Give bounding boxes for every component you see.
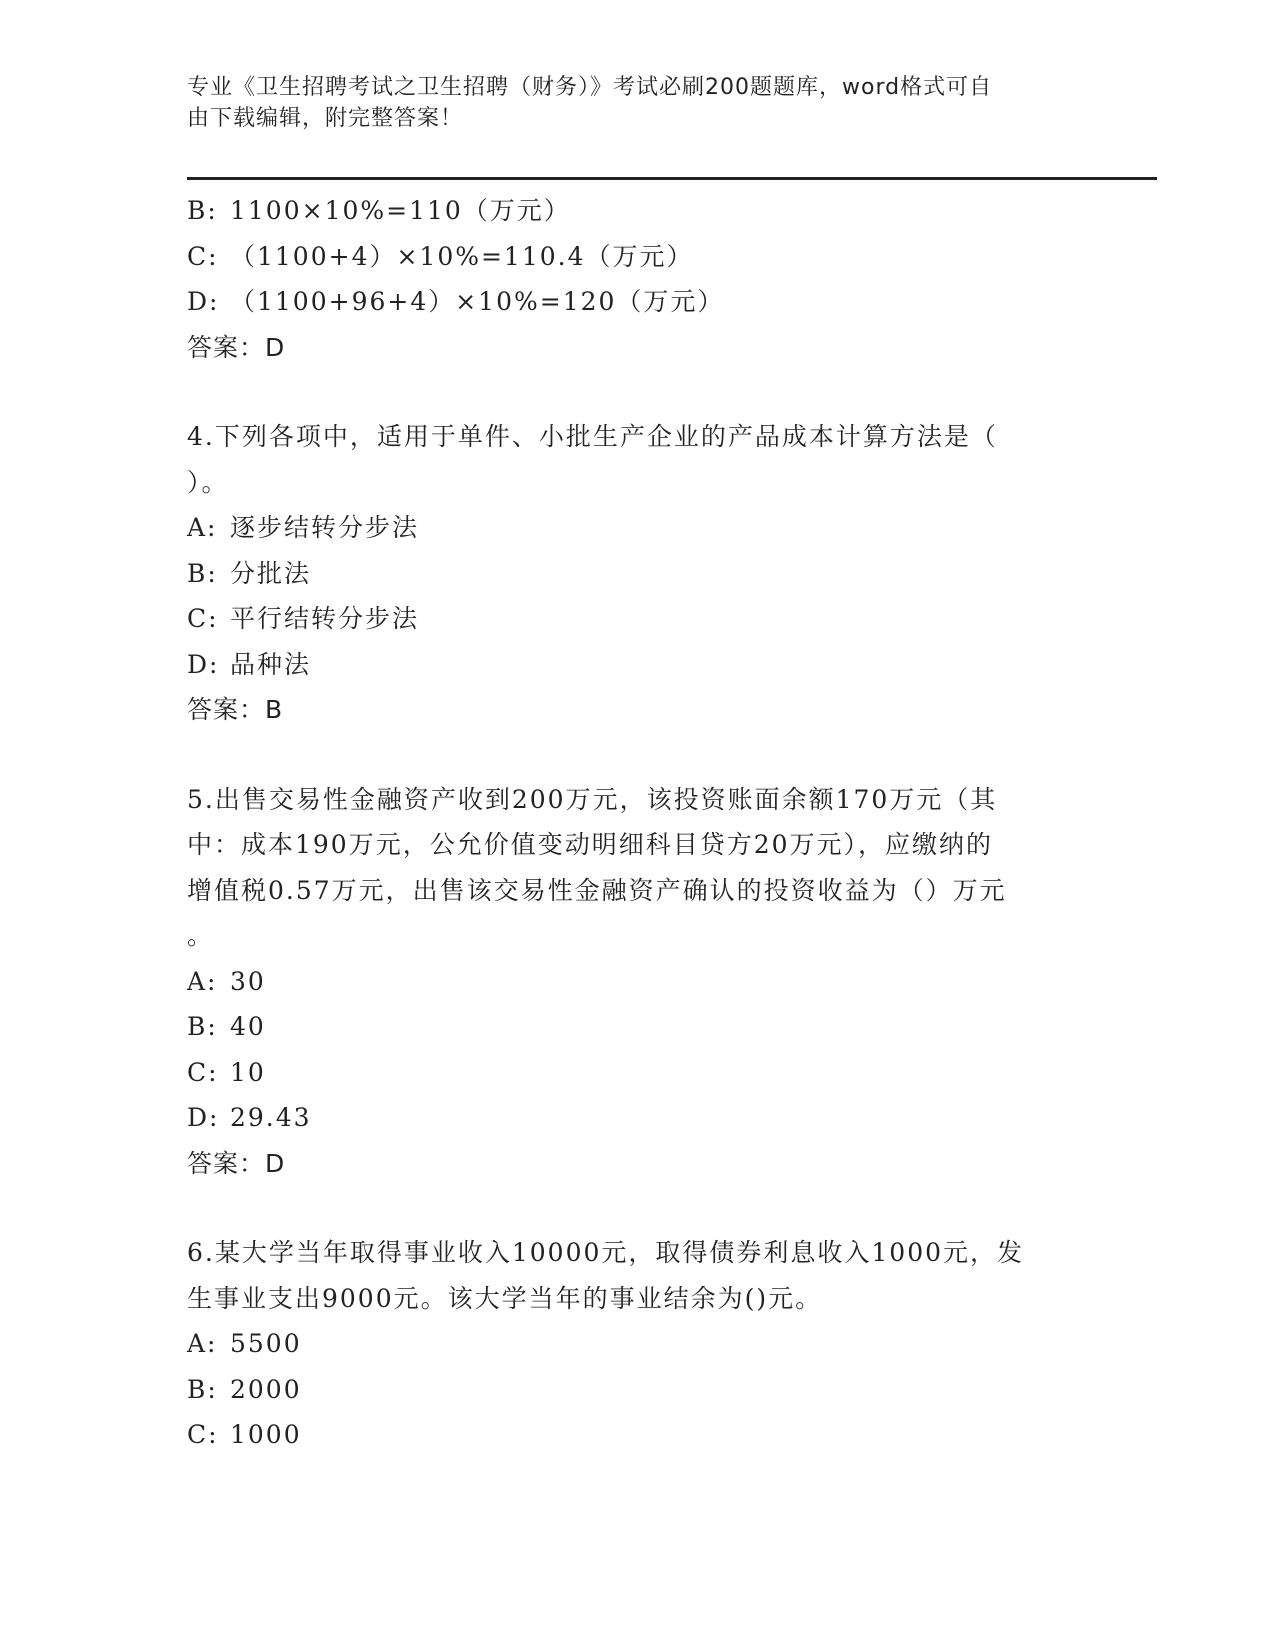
option-d [187,279,1087,325]
question-stem-line: 5.出售交易性金融资产收到200万元，该投资账面余额170万元（其 [187,784,998,814]
option-label: C: [187,1420,219,1449]
option-text: 平行结转分步法 [230,604,420,633]
option-a [187,1321,1087,1367]
option-label: C: [187,241,219,271]
question-stem-line: 。 [187,921,215,950]
option-d [187,1095,1087,1141]
option-label: D: [187,649,220,679]
option-text: 1100×10%=110（万元） [230,196,571,225]
option-b [187,1367,1087,1413]
spacer [187,370,1087,414]
question-stem-line: 中：成本190万元，公允价值变动明细科目贷方20万元），应缴纳的 [187,830,994,859]
spacer [187,733,1087,777]
header-divider [187,177,1157,180]
option-text: 10 [230,1057,266,1087]
option-c [187,1412,1087,1458]
option-label: D: [187,287,220,316]
question-stem-line: 4.下列各项中，适用于单件、小批生产企业的产品成本计算方法是（ [187,422,998,451]
option-text: （1100+4）×10%=110.4（万元） [230,241,694,271]
option-c [187,596,1087,642]
option-b [187,551,1087,597]
option-text: 逐步结转分步法 [230,513,420,542]
option-b [187,1004,1087,1050]
question-stem-line: ）。 [187,467,229,497]
option-a [187,505,1087,551]
option-c [187,234,1087,280]
spacer [187,1186,1087,1230]
question-5 [187,777,1087,1187]
document-header [187,72,1067,134]
option-label: D: [187,1103,220,1132]
question-stem-line: 6.某大学当年取得事业收入10000元，取得债券利息收入1000元，发 [187,1238,1025,1267]
option-text: 5500 [230,1329,302,1358]
option-label: B: [187,196,218,225]
question-stem-line: 增值税0.57万元，出售该交易性金融资产确认的投资收益为（）万元 [187,875,1007,905]
option-text: （1100+96+4）×10%=120（万元） [230,287,725,316]
option-c [187,1050,1087,1096]
option-text: 2000 [230,1374,302,1404]
question-list [187,188,1087,1458]
option-label: A: [187,513,218,542]
option-label: A: [187,1329,218,1358]
option-label: A: [187,966,218,996]
option-text: 1000 [230,1420,302,1449]
option-text: 分批法 [230,558,312,588]
answer: 答案：D [187,1148,286,1178]
option-b [187,188,1087,234]
option-label: B: [187,1374,218,1404]
option-text: 29.43 [230,1103,312,1132]
option-label: C: [187,1057,219,1087]
option-label: B: [187,1012,218,1041]
header-title-line-2: 由下载编辑，附完整答案！ [187,106,464,131]
header-title-line-1: 专业《卫生招聘考试之卫生招聘（财务）》考试必刷200题题库，word格式可自 [187,75,993,100]
question-4 [187,414,1087,733]
question-3-tail [187,188,1087,370]
option-text: 30 [230,966,266,996]
option-label: C: [187,604,219,633]
option-text: 品种法 [230,649,312,679]
option-label: B: [187,558,218,588]
answer: 答案：D [187,332,286,362]
option-d [187,642,1087,688]
question-stem-line: 生事业支出9000元。该大学当年的事业结余为()元。 [187,1283,823,1313]
option-a [187,959,1087,1005]
question-6 [187,1230,1087,1458]
option-text: 40 [230,1012,266,1041]
answer: 答案：B [187,695,284,724]
